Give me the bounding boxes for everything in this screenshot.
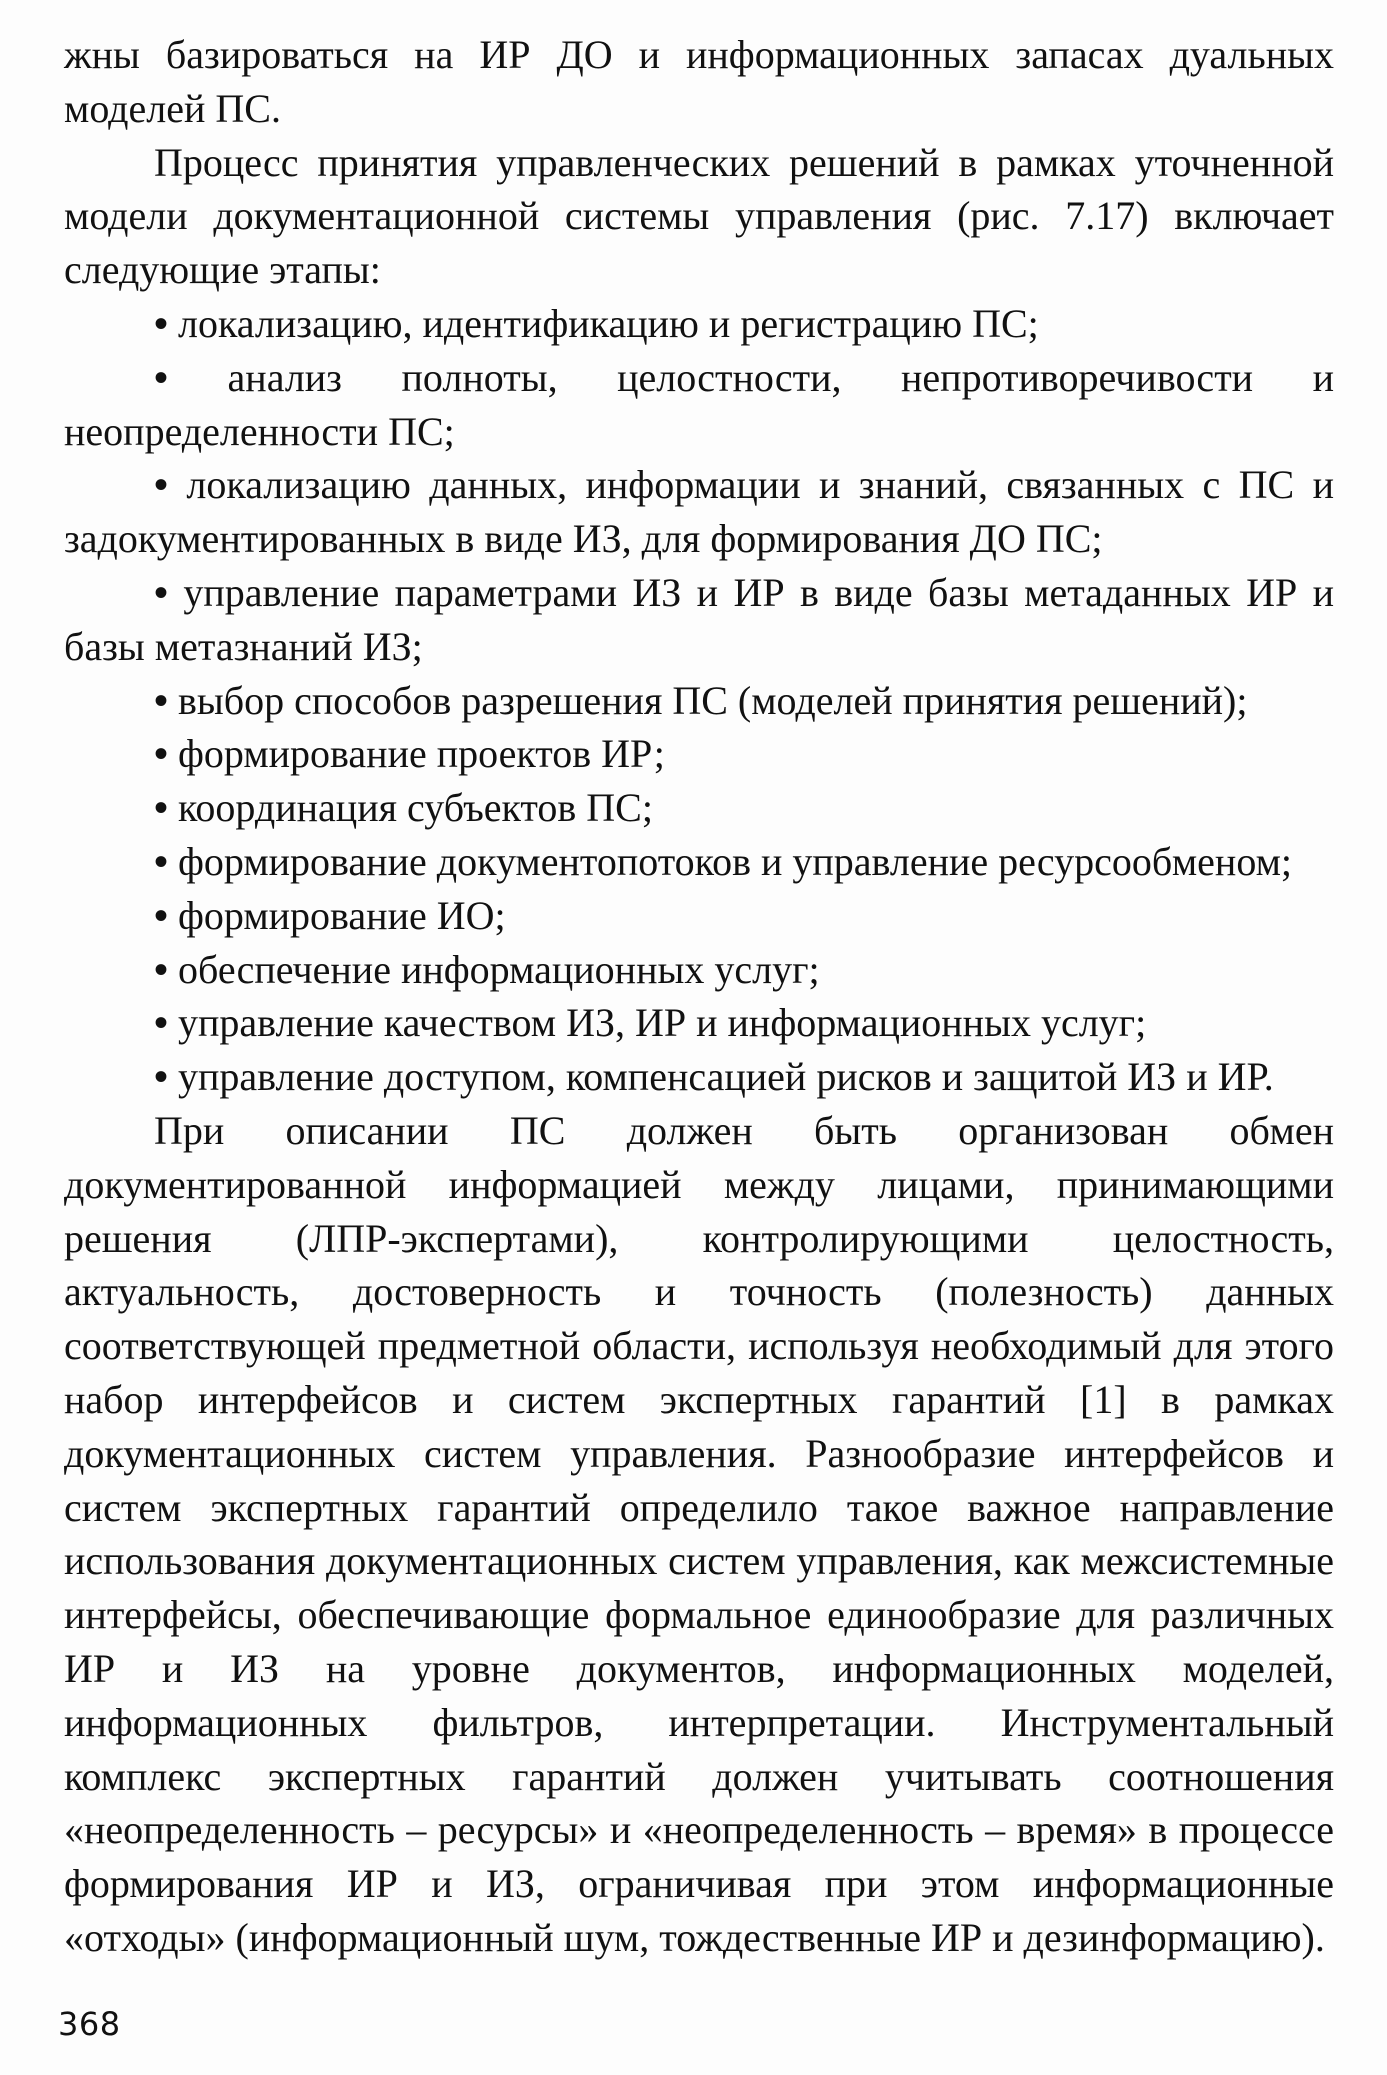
list-item bbox=[64, 727, 1334, 781]
bullet-marker: • bbox=[154, 946, 169, 992]
list-item-text: обеспечение информационных услуг; bbox=[178, 946, 820, 992]
list-item-text: локализацию данных, информации и знаний, связанных с ПС и задокументированных в виде ИЗ, для формирования ДО ПС; bbox=[64, 462, 1334, 562]
list-item bbox=[64, 996, 1334, 1050]
list-item bbox=[64, 835, 1334, 889]
list-item-text: формирование ИО; bbox=[178, 892, 506, 938]
list-item-text: координация субъектов ПС; bbox=[178, 785, 653, 831]
page-number: 368 bbox=[58, 2005, 121, 2043]
list-item bbox=[64, 566, 1334, 674]
bullet-marker: • bbox=[154, 677, 169, 723]
list-item bbox=[64, 889, 1334, 943]
closing-paragraph: При описании ПС должен быть организован обмен документированной информацией между лицами, принимающими решения (ЛПР-экспертами), контролирующими целостность, актуальность, достоверность и точность (полезность) данных соответствующей предметной области, используя необходимый для этого набор интерфейсов и систем экспертных гарантий [1] в рамках документационных систем управления. Разнообразие интерфейсов и систем экспертных гарантий определило такое важное направление использования документационных систем управления, как межсистемные интерфейсы, обеспечивающие формальное единообразие для различных ИР и ИЗ на уровне документов, информационных моделей, информационных фильтров, интерпретации. Инструментальный комплекс экспертных гарантий должен учитывать соотношения «неопределенность – ресурсы» и «неопределенность – время» в процессе формирования ИР и ИЗ, ограничивая при этом информационные «отходы» (информационный шум, тождественные ИР и дезинформацию). bbox=[64, 1107, 1334, 1960]
bullet-marker: • bbox=[154, 569, 169, 615]
list-item-text: формирование проектов ИР; bbox=[178, 731, 665, 777]
bullet-marker: • bbox=[154, 785, 169, 831]
list-item-text: управление параметрами ИЗ и ИР в виде базы метаданных ИР и базы метазнаний ИЗ; bbox=[64, 569, 1335, 669]
list-item-text: управление качеством ИЗ, ИР и информационных услуг; bbox=[178, 1000, 1147, 1046]
list-item-text: управление доступом, компенсацией рисков и защитой ИЗ и ИР. bbox=[178, 1054, 1274, 1100]
list-item bbox=[64, 943, 1334, 997]
list-item-text: формирование документопотоков и управление ресурсообменом; bbox=[178, 838, 1292, 884]
opening-paragraph: жны базироваться на ИР ДО и информационных запасах дуальных моделей ПС. bbox=[64, 32, 1334, 131]
bullet-marker: • bbox=[154, 354, 169, 400]
list-item bbox=[64, 351, 1334, 459]
bullet-marker: • bbox=[154, 892, 169, 938]
intro-paragraph: Процесс принятия управленческих решений в рамках уточненной модели документационной системы управления (рис. 7.17) включает следующие этапы: bbox=[64, 139, 1334, 293]
list-item bbox=[64, 674, 1334, 728]
bullet-marker: • bbox=[154, 300, 169, 346]
bullet-marker: • bbox=[154, 1054, 169, 1100]
bullet-list bbox=[64, 297, 1334, 1104]
bullet-marker: • bbox=[154, 838, 169, 884]
page-body bbox=[64, 28, 1334, 1965]
bullet-marker: • bbox=[154, 1000, 169, 1046]
list-item bbox=[64, 297, 1334, 351]
list-item bbox=[64, 781, 1334, 835]
list-item bbox=[64, 458, 1334, 566]
bullet-marker: • bbox=[154, 731, 169, 777]
bullet-marker: • bbox=[154, 462, 169, 508]
list-item-text: анализ полноты, целостности, непротиворечивости и неопределенности ПС; bbox=[64, 354, 1335, 454]
list-item-text: локализацию, идентификацию и регистрацию ПС; bbox=[178, 300, 1039, 346]
list-item-text: выбор способов разрешения ПС (моделей принятия решений); bbox=[178, 677, 1248, 723]
list-item bbox=[64, 1050, 1334, 1104]
